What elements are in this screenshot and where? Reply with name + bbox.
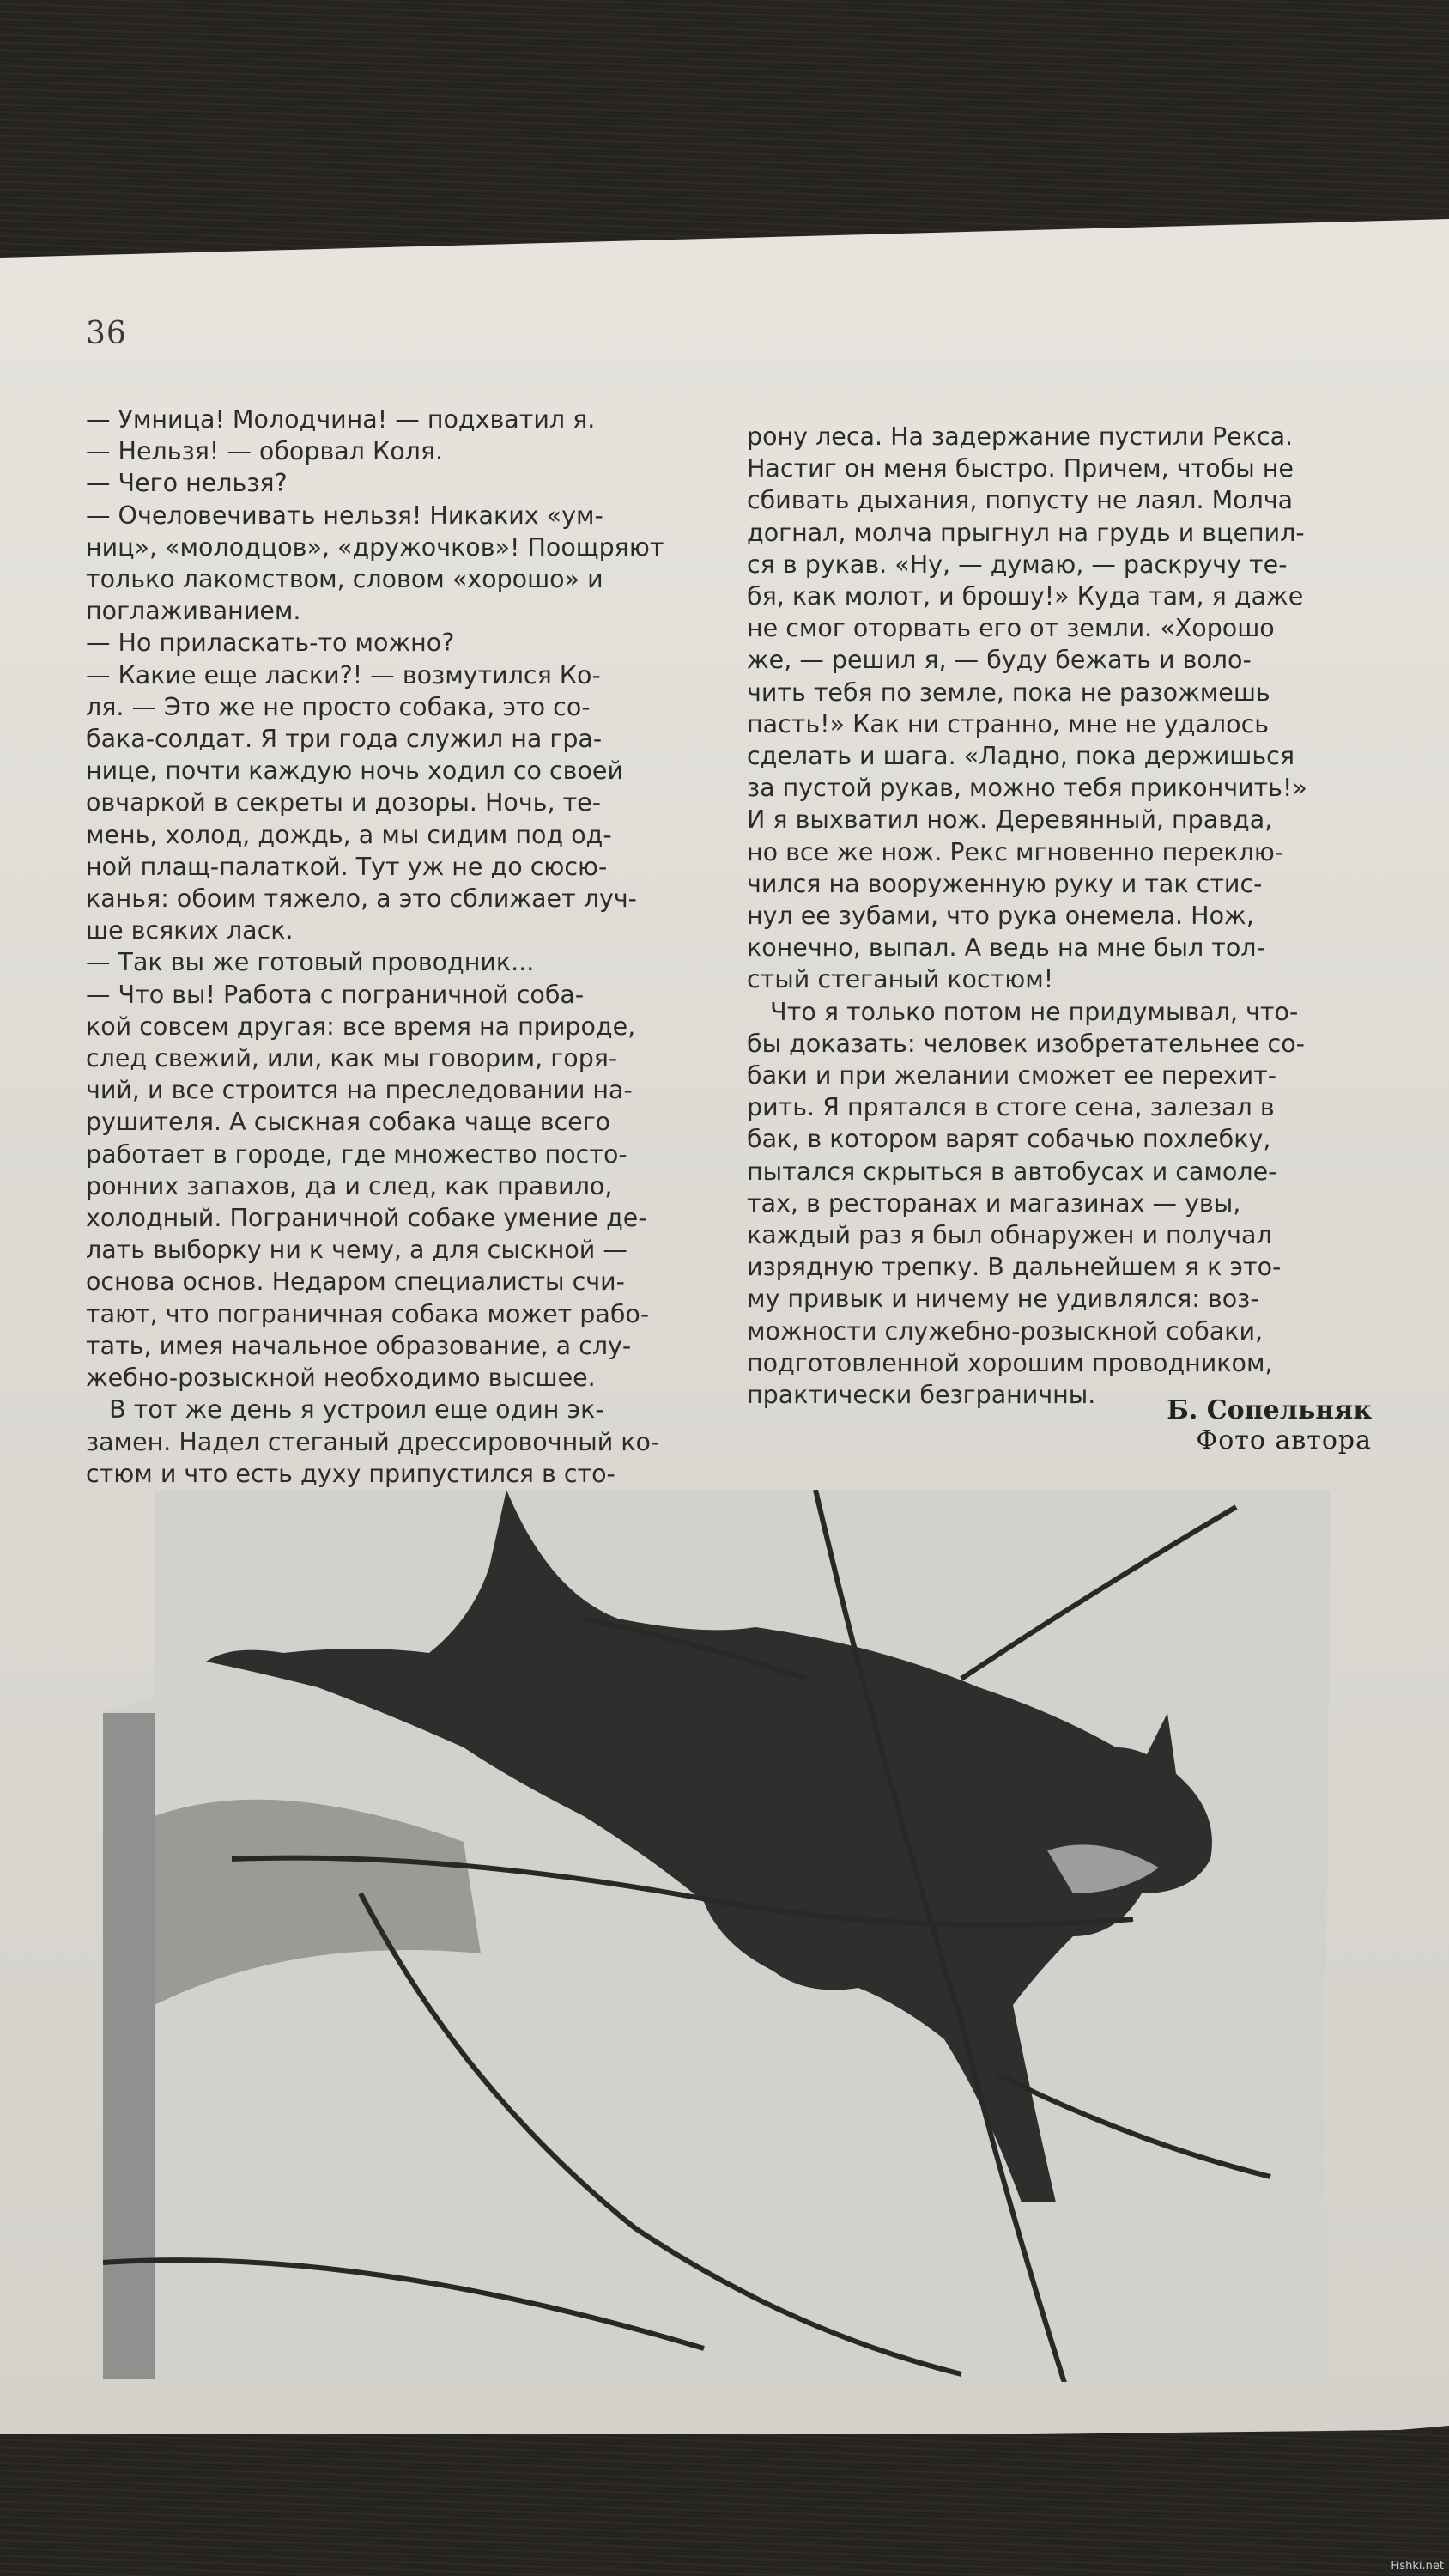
text-line: рону леса. На задержание пустили Рекса. — [747, 422, 1294, 451]
text-line: ниц», «молодцов», «дружочков»! Поощряют — [86, 532, 664, 562]
text-line: нице, почти каждую ночь ходил со своей — [86, 756, 623, 786]
text-line: канья: обоим тяжело, а это сближает луч- — [86, 884, 637, 914]
text-line: — Чего нельзя? — [86, 469, 288, 498]
text-line: стый стеганый костюм! — [747, 965, 1054, 994]
text-line: — Что вы! Работа с пограничной соба- — [86, 980, 585, 1009]
text-line: рушителя. А сыскная собака чаще всего — [86, 1108, 611, 1137]
text-line: изрядную трепку. В дальнейшем я к это- — [747, 1253, 1282, 1282]
text-line: лать выборку ни к чему, а для сыскной — — [86, 1236, 627, 1265]
text-line: сделать и шага. «Ладно, пока держишься — [747, 742, 1294, 771]
text-line: кой совсем другая: все время на природе, — [86, 1012, 636, 1041]
page-number: 36 — [86, 316, 127, 351]
article-column-right — [747, 421, 1399, 1411]
text-line: чий, и все строится на преследовании на- — [86, 1076, 633, 1105]
text-line: овчаркой в секреты и дозоры. Ночь, те- — [86, 788, 601, 817]
text-line: чился на вооруженную руку и так стис- — [747, 869, 1263, 898]
text-line: му привык и ничему не удивлялся: воз- — [747, 1285, 1259, 1314]
text-line: каждый раз я был обнаружен и получал — [747, 1221, 1272, 1250]
text-line: бака-солдат. Я три года служил на гра- — [86, 725, 603, 754]
text-line: холодный. Пограничной собаке умение де- — [86, 1204, 647, 1233]
text-line: подготовленной хорошим проводником, — [747, 1348, 1273, 1377]
text-line: сбивать дыхания, попусту не лаял. Молча — [747, 486, 1294, 515]
text-line: жебно-розыскной необходимо высшее. — [86, 1364, 596, 1393]
byline — [1167, 1395, 1372, 1455]
photo-credit: Фото автора — [1196, 1425, 1372, 1455]
text-line: поглаживанием. — [86, 597, 301, 626]
text-line: догнал, молча прыгнул на грудь и вцепил- — [747, 518, 1305, 547]
text-line: тают, что пограничная собака может рабо- — [86, 1299, 650, 1328]
text-line: чить тебя по земле, пока не разожмешь — [747, 677, 1270, 707]
text-line: Настиг он меня быстро. Причем, чтобы не — [747, 454, 1294, 483]
article-column-left — [86, 404, 721, 1490]
text-line: ля. — Это же не просто собака, это со- — [86, 692, 591, 721]
text-line: работает в городе, где множество посто- — [86, 1139, 627, 1169]
text-line: тах, в ресторанах и магазинах — увы, — [747, 1188, 1241, 1218]
text-line: след свежий, или, как мы говорим, горя- — [86, 1044, 618, 1073]
text-line: — Какие еще ласки?! — возмутился Ко- — [86, 660, 601, 690]
author-name: Б. Сопельняк — [1167, 1395, 1372, 1425]
text-line: бак, в котором варят собачью похлебку, — [747, 1125, 1271, 1154]
text-line: основа основ. Недаром специалисты счи- — [86, 1267, 625, 1297]
text-line: рить. Я прятался в стоге сена, залезал в — [747, 1093, 1275, 1122]
text-line: ше всяких ласк. — [86, 916, 294, 945]
text-line: за пустой рукав, можно тебя прикончить!» — [747, 774, 1307, 803]
text-line: баки и при желании сможет ее перехит- — [747, 1061, 1277, 1091]
text-line: И я выхватил нож. Деревянный, правда, — [747, 805, 1273, 835]
text-line: — Нельзя! — оборвал Коля. — [86, 437, 444, 466]
text-line: нул ее зубами, что рука онемела. Нож, — [747, 902, 1254, 931]
text-line: — Но приласкать-то можно? — [86, 629, 455, 658]
text-line: мень, холод, дождь, а мы сидим под од- — [86, 820, 612, 849]
text-line: — Так вы же готовый проводник... — [86, 948, 535, 977]
text-line: можности служебно-розыскной собаки, — [747, 1316, 1264, 1346]
text-line: замен. Надел стеганый дрессировочный ко- — [86, 1427, 660, 1456]
text-line: — Очеловечивать нельзя! Никаких «ум- — [86, 501, 603, 530]
text-line: практически безграничны. — [747, 1381, 1096, 1410]
text-line: тать, имея начальное образование, а слу- — [86, 1331, 632, 1360]
text-line: конечно, выпал. А ведь на мне был тол- — [747, 933, 1265, 963]
watermark: Fishki.net — [1391, 2560, 1444, 2573]
dog-photo-illustration — [103, 1490, 1331, 2383]
text-line: ронних запахов, да и след, как правило, — [86, 1171, 613, 1200]
text-line: же, — решил я, — буду бежать и воло- — [747, 646, 1252, 675]
text-line: пасть!» Как ни странно, мне не удалось — [747, 709, 1270, 738]
text-line: бы доказать: человек изобретательнее со- — [747, 1029, 1305, 1058]
dog-photo — [103, 1490, 1331, 2383]
text-line: не смог оторвать его от земли. «Хорошо — [747, 614, 1275, 643]
text-line: пытался скрыться в автобусах и самоле- — [747, 1157, 1277, 1186]
text-line: но все же нож. Рекс мгновенно переклю- — [747, 837, 1284, 866]
text-line: Что я только потом не придумывал, что- — [747, 997, 1299, 1026]
text-line: стюм и что есть духу припустился в сто- — [86, 1459, 615, 1488]
text-line: В тот же день я устроил еще один эк- — [86, 1395, 604, 1425]
text-line: — Умница! Молодчина! — подхватил я. — [86, 405, 596, 434]
text-line: только лакомством, словом «хорошо» и — [86, 565, 603, 594]
text-line: ся в рукав. «Ну, — думаю, — раскручу те- — [747, 550, 1288, 579]
text-line: ной плащ-палаткой. Тут уж не до сюсю- — [86, 852, 608, 881]
text-line: бя, как молот, и брошу!» Куда там, я даже — [747, 582, 1304, 611]
